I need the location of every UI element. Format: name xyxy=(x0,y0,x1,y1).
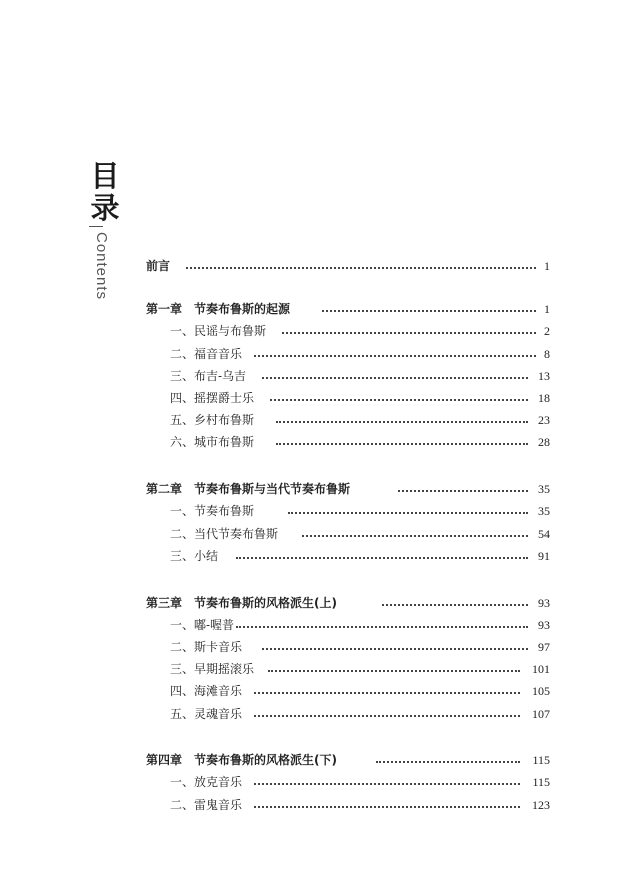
toc-page-number: 13 xyxy=(538,369,550,383)
toc-entry-section[interactable] xyxy=(0,637,640,657)
toc-leader xyxy=(262,371,528,379)
toc-leader xyxy=(398,484,528,492)
toc-page-number: 91 xyxy=(538,549,550,563)
toc-page-number: 28 xyxy=(538,435,550,449)
toc-label: 第四章 节奏布鲁斯的风格派生(下) xyxy=(146,753,337,767)
toc-label: 一、嘟-喔普 xyxy=(170,618,235,632)
toc-leader xyxy=(236,620,528,628)
toc-label: 第二章 节奏布鲁斯与当代节奏布鲁斯 xyxy=(146,482,351,496)
toc-entry-section[interactable] xyxy=(0,321,640,341)
toc-label: 第一章 节奏布鲁斯的起源 xyxy=(146,302,291,316)
toc-page-number: 123 xyxy=(532,798,550,812)
toc-page-number: 2 xyxy=(544,324,550,338)
toc-page-number: 35 xyxy=(538,482,550,496)
toc-page-number: 115 xyxy=(532,753,550,767)
toc-entry-chapter-4[interactable] xyxy=(0,750,640,770)
toc-page-number: 1 xyxy=(544,259,550,273)
toc-label: 三、小结 xyxy=(170,549,219,563)
toc-entry-section[interactable] xyxy=(0,681,640,701)
toc-entry-section[interactable] xyxy=(0,344,640,364)
toc-leader xyxy=(254,686,520,694)
toc-entry-preface[interactable] xyxy=(0,256,640,276)
toc-label: 四、摇摆爵士乐 xyxy=(170,391,255,405)
toc-entry-section[interactable] xyxy=(0,366,640,386)
toc-page-number: 54 xyxy=(538,527,550,541)
toc-label: 三、布吉-乌吉 xyxy=(170,369,247,383)
toc-entry-section[interactable] xyxy=(0,501,640,521)
toc-label: 四、海滩音乐 xyxy=(170,684,243,698)
toc-leader xyxy=(254,800,520,808)
toc-page-number: 107 xyxy=(532,707,550,721)
toc-leader xyxy=(276,415,528,423)
toc-label: 二、雷鬼音乐 xyxy=(170,798,243,812)
toc-page-number: 93 xyxy=(538,618,550,632)
page-subtitle: Contents xyxy=(93,232,110,301)
toc-leader xyxy=(254,777,520,785)
toc-entry-section[interactable] xyxy=(0,772,640,792)
toc-page-number: 105 xyxy=(532,684,550,698)
toc-entry-section[interactable] xyxy=(0,388,640,408)
toc-leader xyxy=(282,326,536,334)
toc-leader xyxy=(288,506,528,514)
toc-page-number: 23 xyxy=(538,413,550,427)
toc-entry-section[interactable] xyxy=(0,432,640,452)
page-title-char-2: 录 xyxy=(90,191,120,225)
toc-label: 一、放克音乐 xyxy=(170,775,243,789)
toc-label: 前言 xyxy=(146,259,171,273)
toc-entry-section[interactable] xyxy=(0,704,640,724)
toc-entry-section[interactable] xyxy=(0,410,640,430)
toc-leader xyxy=(270,393,528,401)
toc-page-number: 115 xyxy=(532,775,550,789)
toc-label: 二、斯卡音乐 xyxy=(170,640,243,654)
toc-leader xyxy=(236,551,528,559)
toc-leader xyxy=(382,598,528,606)
toc-leader xyxy=(376,755,520,763)
toc-page-number: 93 xyxy=(538,596,550,610)
toc-leader xyxy=(254,349,536,357)
toc-label: 五、灵魂音乐 xyxy=(170,707,243,721)
toc-label: 二、当代节奏布鲁斯 xyxy=(170,527,279,541)
toc-label: 一、民谣与布鲁斯 xyxy=(170,324,267,338)
page-title xyxy=(88,160,122,224)
toc-entry-section[interactable] xyxy=(0,546,640,566)
toc-leader xyxy=(322,304,536,312)
toc-page-number: 101 xyxy=(532,662,550,676)
toc-label: 第三章 节奏布鲁斯的风格派生(上) xyxy=(146,596,337,610)
toc-page-number: 8 xyxy=(544,347,550,361)
toc-page-number: 35 xyxy=(538,504,550,518)
title-divider xyxy=(89,226,103,227)
toc-label: 六、城市布鲁斯 xyxy=(170,435,255,449)
toc-leader xyxy=(268,664,520,672)
toc-entry-chapter-2[interactable] xyxy=(0,479,640,499)
toc-page-number: 1 xyxy=(544,302,550,316)
page-title-char-1: 目 xyxy=(90,159,120,193)
toc-entry-chapter-1[interactable] xyxy=(0,299,640,319)
toc-entry-section[interactable] xyxy=(0,659,640,679)
toc-label: 三、早期摇滚乐 xyxy=(170,662,255,676)
toc-page-number: 97 xyxy=(538,640,550,654)
toc-leader xyxy=(302,529,528,537)
toc-leader xyxy=(276,437,528,445)
toc-label: 一、节奏布鲁斯 xyxy=(170,504,255,518)
toc-label: 二、福音音乐 xyxy=(170,347,243,361)
toc-leader xyxy=(186,261,536,269)
toc-entry-section[interactable] xyxy=(0,524,640,544)
toc-leader xyxy=(262,642,528,650)
toc-page-number: 18 xyxy=(538,391,550,405)
toc-entry-chapter-3[interactable] xyxy=(0,593,640,613)
toc-entry-section[interactable] xyxy=(0,795,640,815)
toc-label: 五、乡村布鲁斯 xyxy=(170,413,255,427)
toc-leader xyxy=(254,709,520,717)
toc-entry-section[interactable] xyxy=(0,615,640,635)
